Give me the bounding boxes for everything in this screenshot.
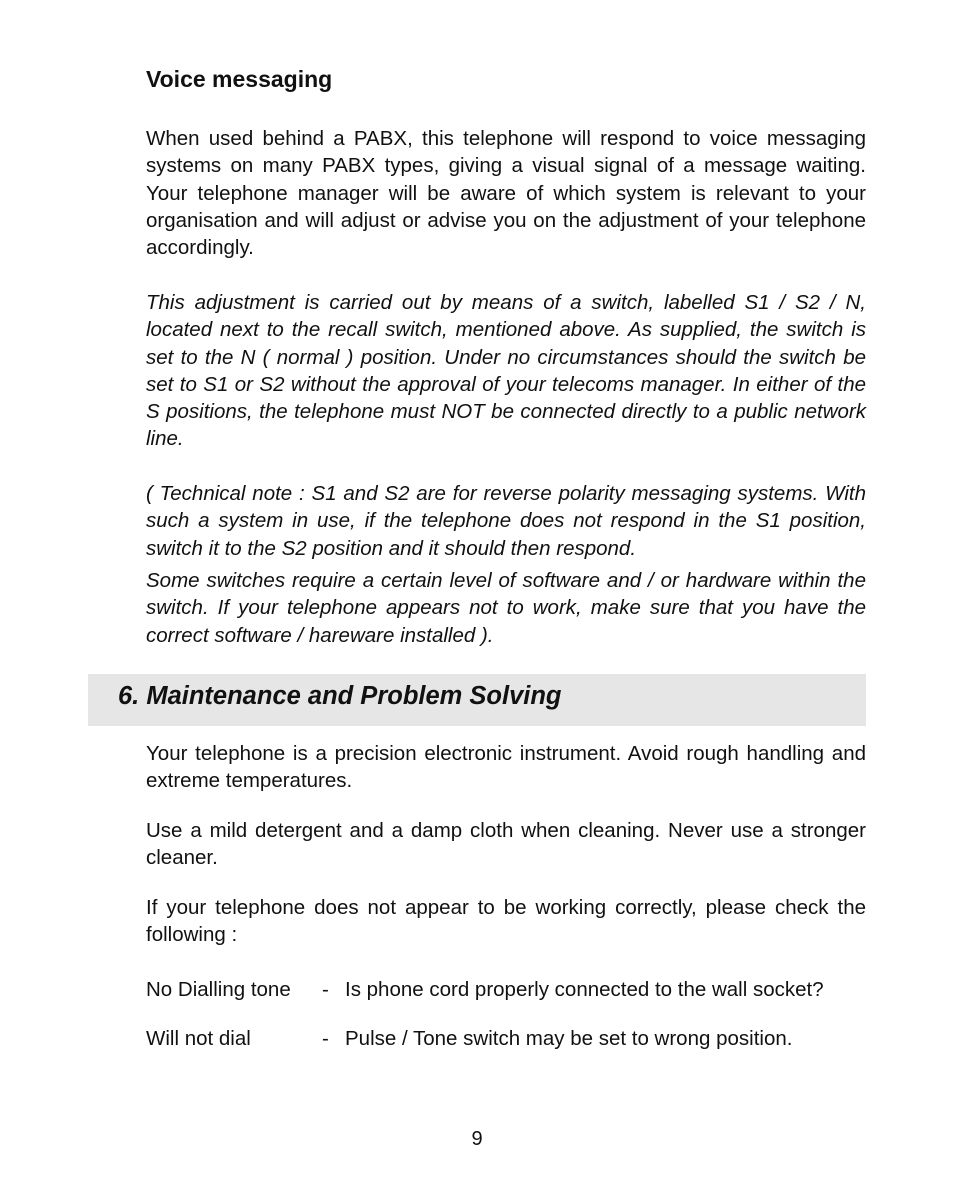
check-problem: Will not dial [146, 1027, 251, 1050]
page-number: 9 [471, 1128, 483, 1150]
section-title: 6. Maintenance and Problem Solving [118, 682, 562, 710]
check-separator: - [322, 978, 329, 1001]
check-solution: Pulse / Tone switch may be set to wrong position. [345, 1027, 793, 1050]
check-separator: - [322, 1027, 329, 1050]
check-problem: No Dialling tone [146, 978, 291, 1001]
voice-messaging-paragraph: When used behind a PABX, this telephone will respond to voice messaging systems on many PABX types, giving a visual signal of a message waiting. Your telephone manager will be aware of which system is relevant to your organisation and will adjust or advise you on the adjustment of your telephone accordingly. [146, 127, 866, 260]
switch-adjustment-paragraph: This adjustment is carried out by means of a switch, labelled S1 / S2 / N, located next to the recall switch, mentioned above. As supplied, the switch is set to the N ( normal ) position. Under no circumstances should the switch be set to S1 or S2 without the approval of your telecoms manager. In either of the S positions, the telephone must NOT be connected directly to a public network line. [146, 291, 866, 451]
check-intro-paragraph: If your telephone does not appear to be working correctly, please check the following : [146, 896, 866, 947]
voice-messaging-heading: Voice messaging [146, 66, 333, 92]
care-paragraph: Your telephone is a precision electronic instrument. Avoid rough handling and extreme temperatures. [146, 742, 866, 793]
software-note-paragraph: Some switches require a certain level of software and / or hardware within the switch. If your telephone appears not to work, make sure that you have the correct software / hareware installed ). [146, 569, 866, 647]
technical-note-paragraph: ( Technical note : S1 and S2 are for reverse polarity messaging systems. With such a system in use, if the telephone does not respond in the S1 position, switch it to the S2 position and it should then respond. [146, 482, 866, 560]
cleaning-paragraph: Use a mild detergent and a damp cloth when cleaning. Never use a stronger cleaner. [146, 819, 866, 870]
check-solution: Is phone cord properly connected to the wall socket? [345, 978, 824, 1001]
